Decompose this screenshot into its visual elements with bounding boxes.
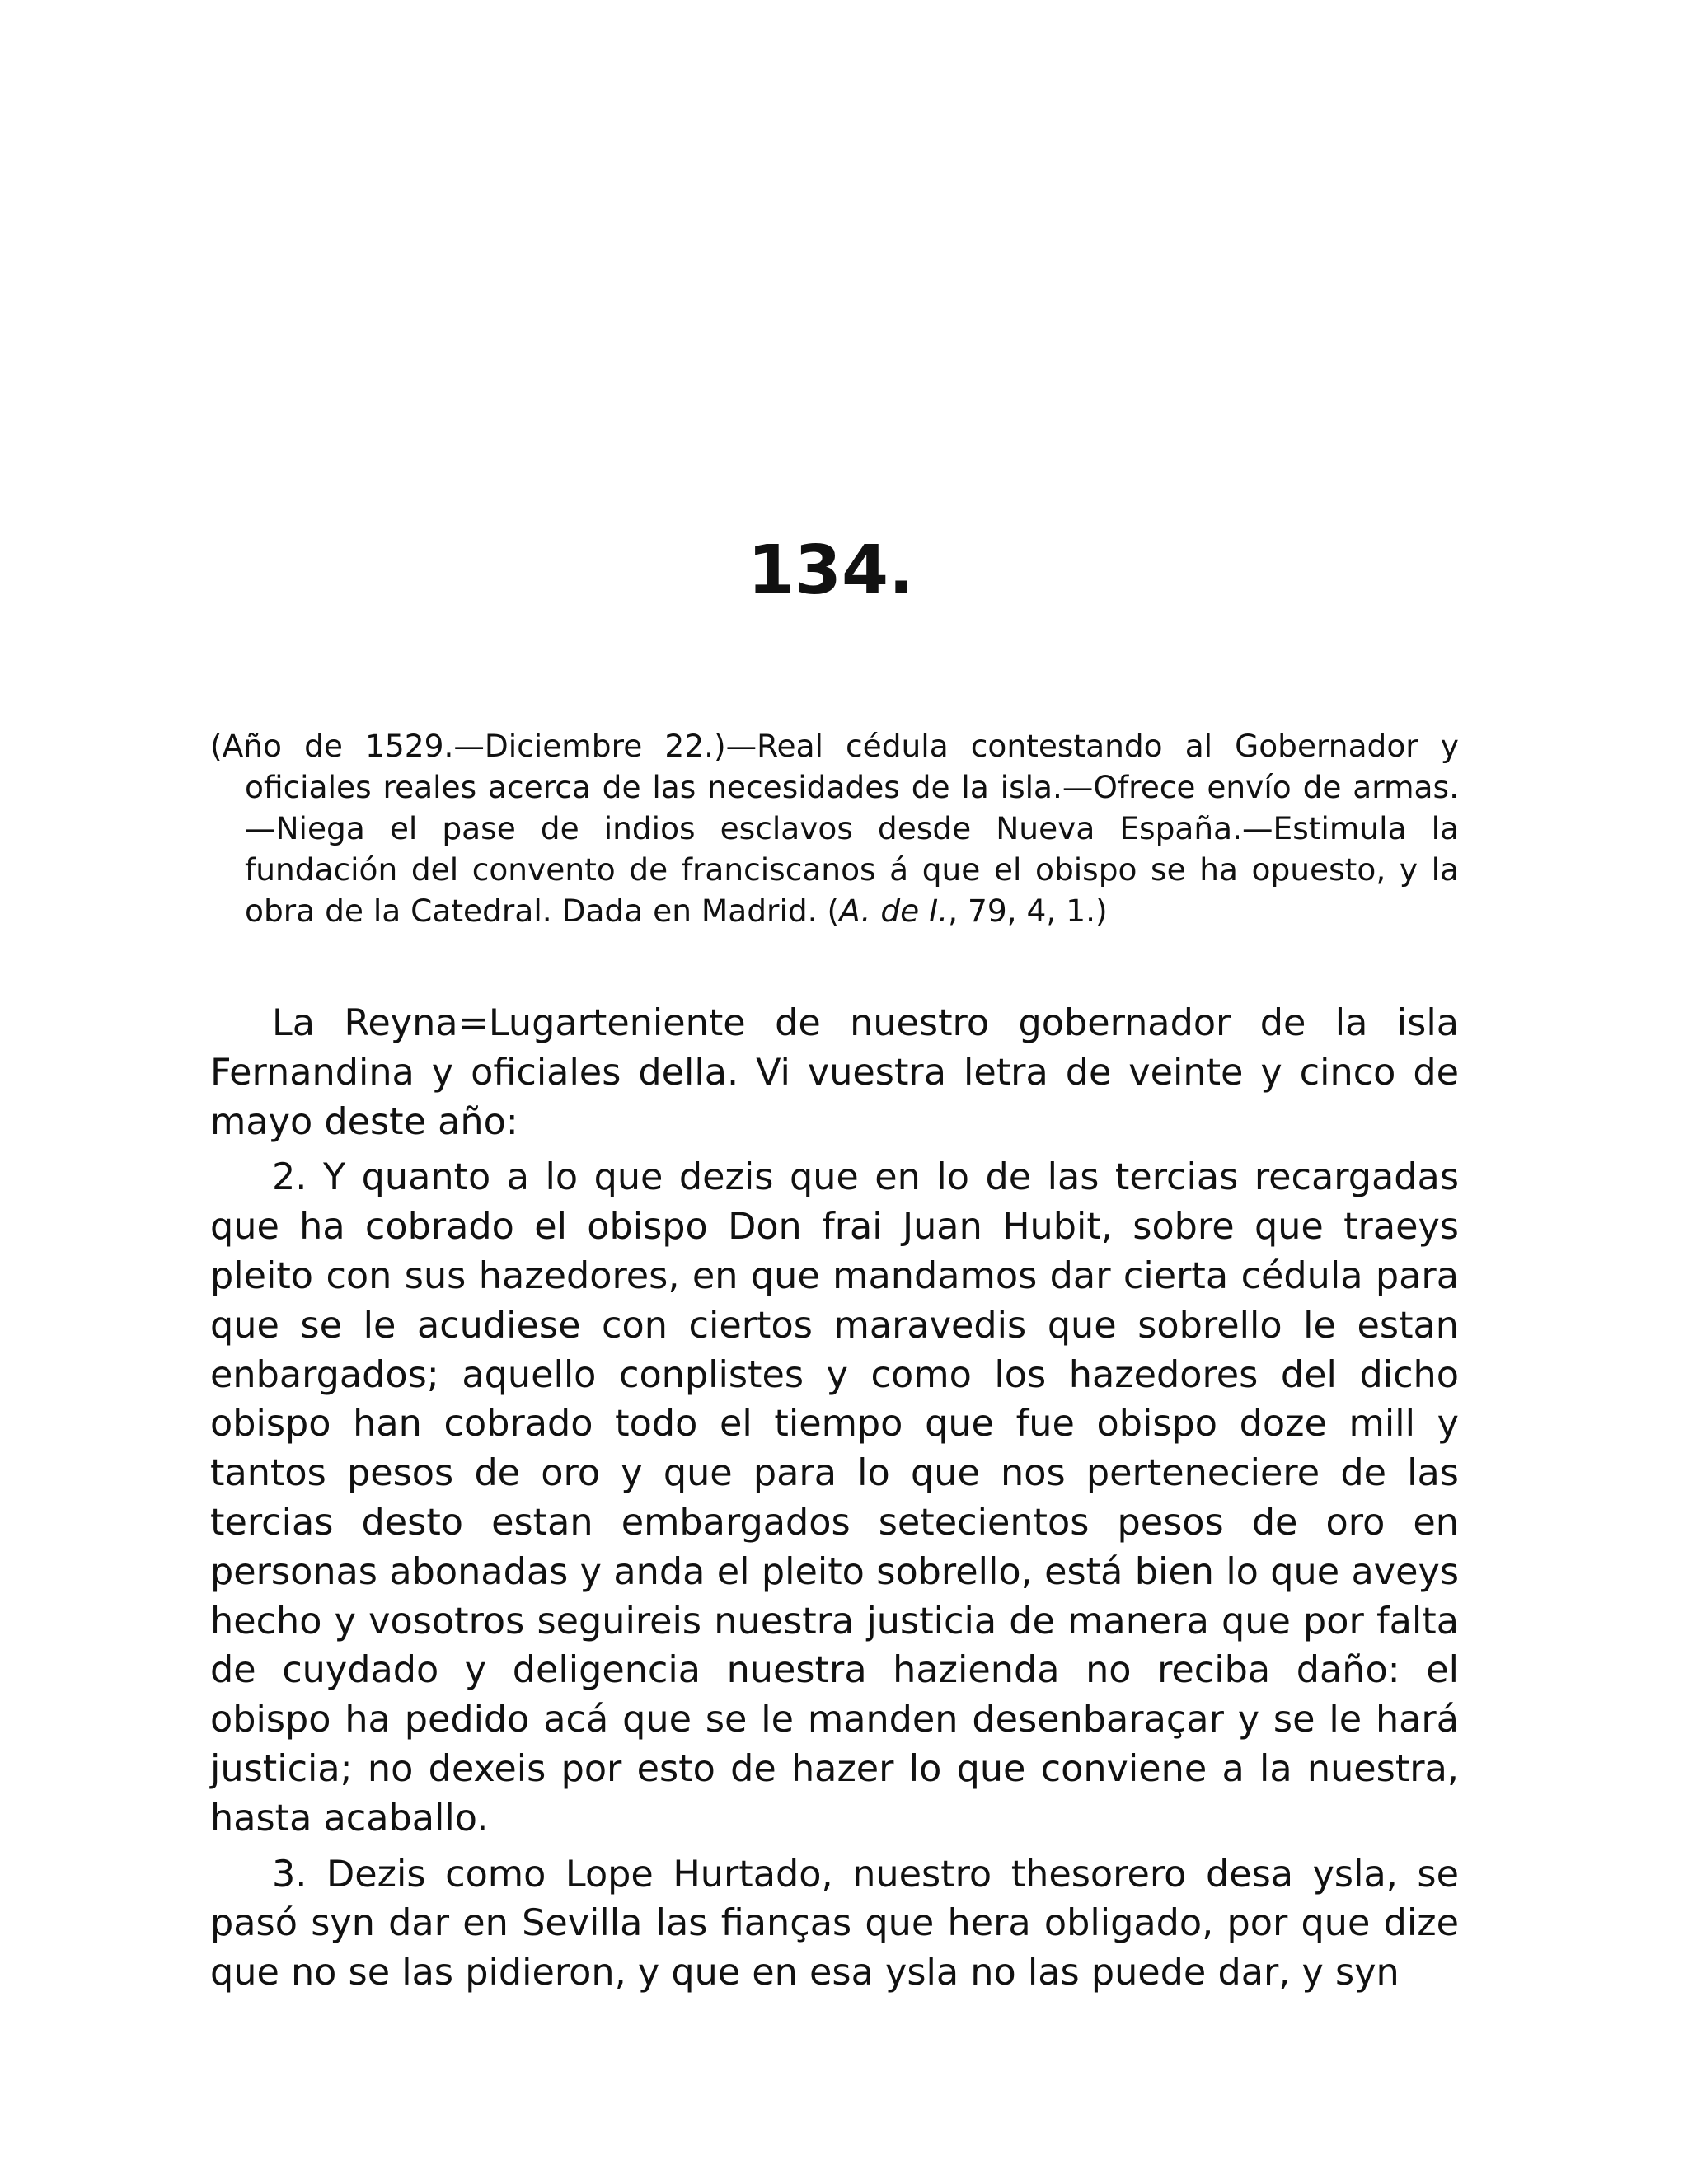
body-paragraph: La Reyna=Lugarteniente de nuestro gobernador de la isla Fernandina y oficiales della. Vi vuestra letra de veinte y cinco de mayo deste año: — [210, 1002, 1459, 1143]
body-paragraph: 3. Dezis como Lope Hurtado, nuestro thesorero desa ysla, se pasó syn dar en Sevilla las fianças que hera obligado, por que dize que no se las pidieron, y que en esa ysla no las puede dar, y syn — [210, 1853, 1459, 1994]
document-body — [210, 999, 1459, 1998]
citation-reference: , 79, 4, 1.) — [948, 893, 1108, 929]
body-paragraph: 2. Y quanto a lo que dezis que en lo de las tercias recargadas que ha cobrado el obispo Don frai Juan Hubit, sobre que traeys pleito con sus hazedores, en que mandamos dar cierta cédula para que se le acudiese con ciertos maravedis que sobrello le estan enbargados; aquello conplistes y como los hazedores del dicho obispo han cobrado todo el tiempo que fue obispo doze mill y tantos pesos de oro y que para lo que nos perteneciere de las tercias desto estan embargados setecientos pesos de oro en personas abonadas y anda el pleito sobrello, está bien lo que aveys hecho y vosotros seguireis nuestra justicia de manera que por falta de cuydado y deligencia nuestra hazienda no reciba daño: el obispo ha pedido acá que se le manden desenbaraçar y se le hará justicia; no dexeis por esto de hazer lo que conviene a la nuestra, hasta acaballo. — [210, 1156, 1459, 1840]
archive-citation: A. de I. — [839, 893, 949, 929]
summary-text: (Año de 1529.—Diciembre 22.)—Real cédula contestando al Gobernador y oficiales reales acerca de las necesidades de la isla.—Ofrece envío de armas.—Niega el pase de indios esclavos desde Nueva España.—Estimula la fundación del convento de franciscanos á que el obispo se ha opuesto, y la obra de la Catedral. Dada en Madrid. ( — [210, 728, 1459, 929]
document-summary — [210, 725, 1459, 931]
document-number: 134. — [747, 532, 915, 610]
